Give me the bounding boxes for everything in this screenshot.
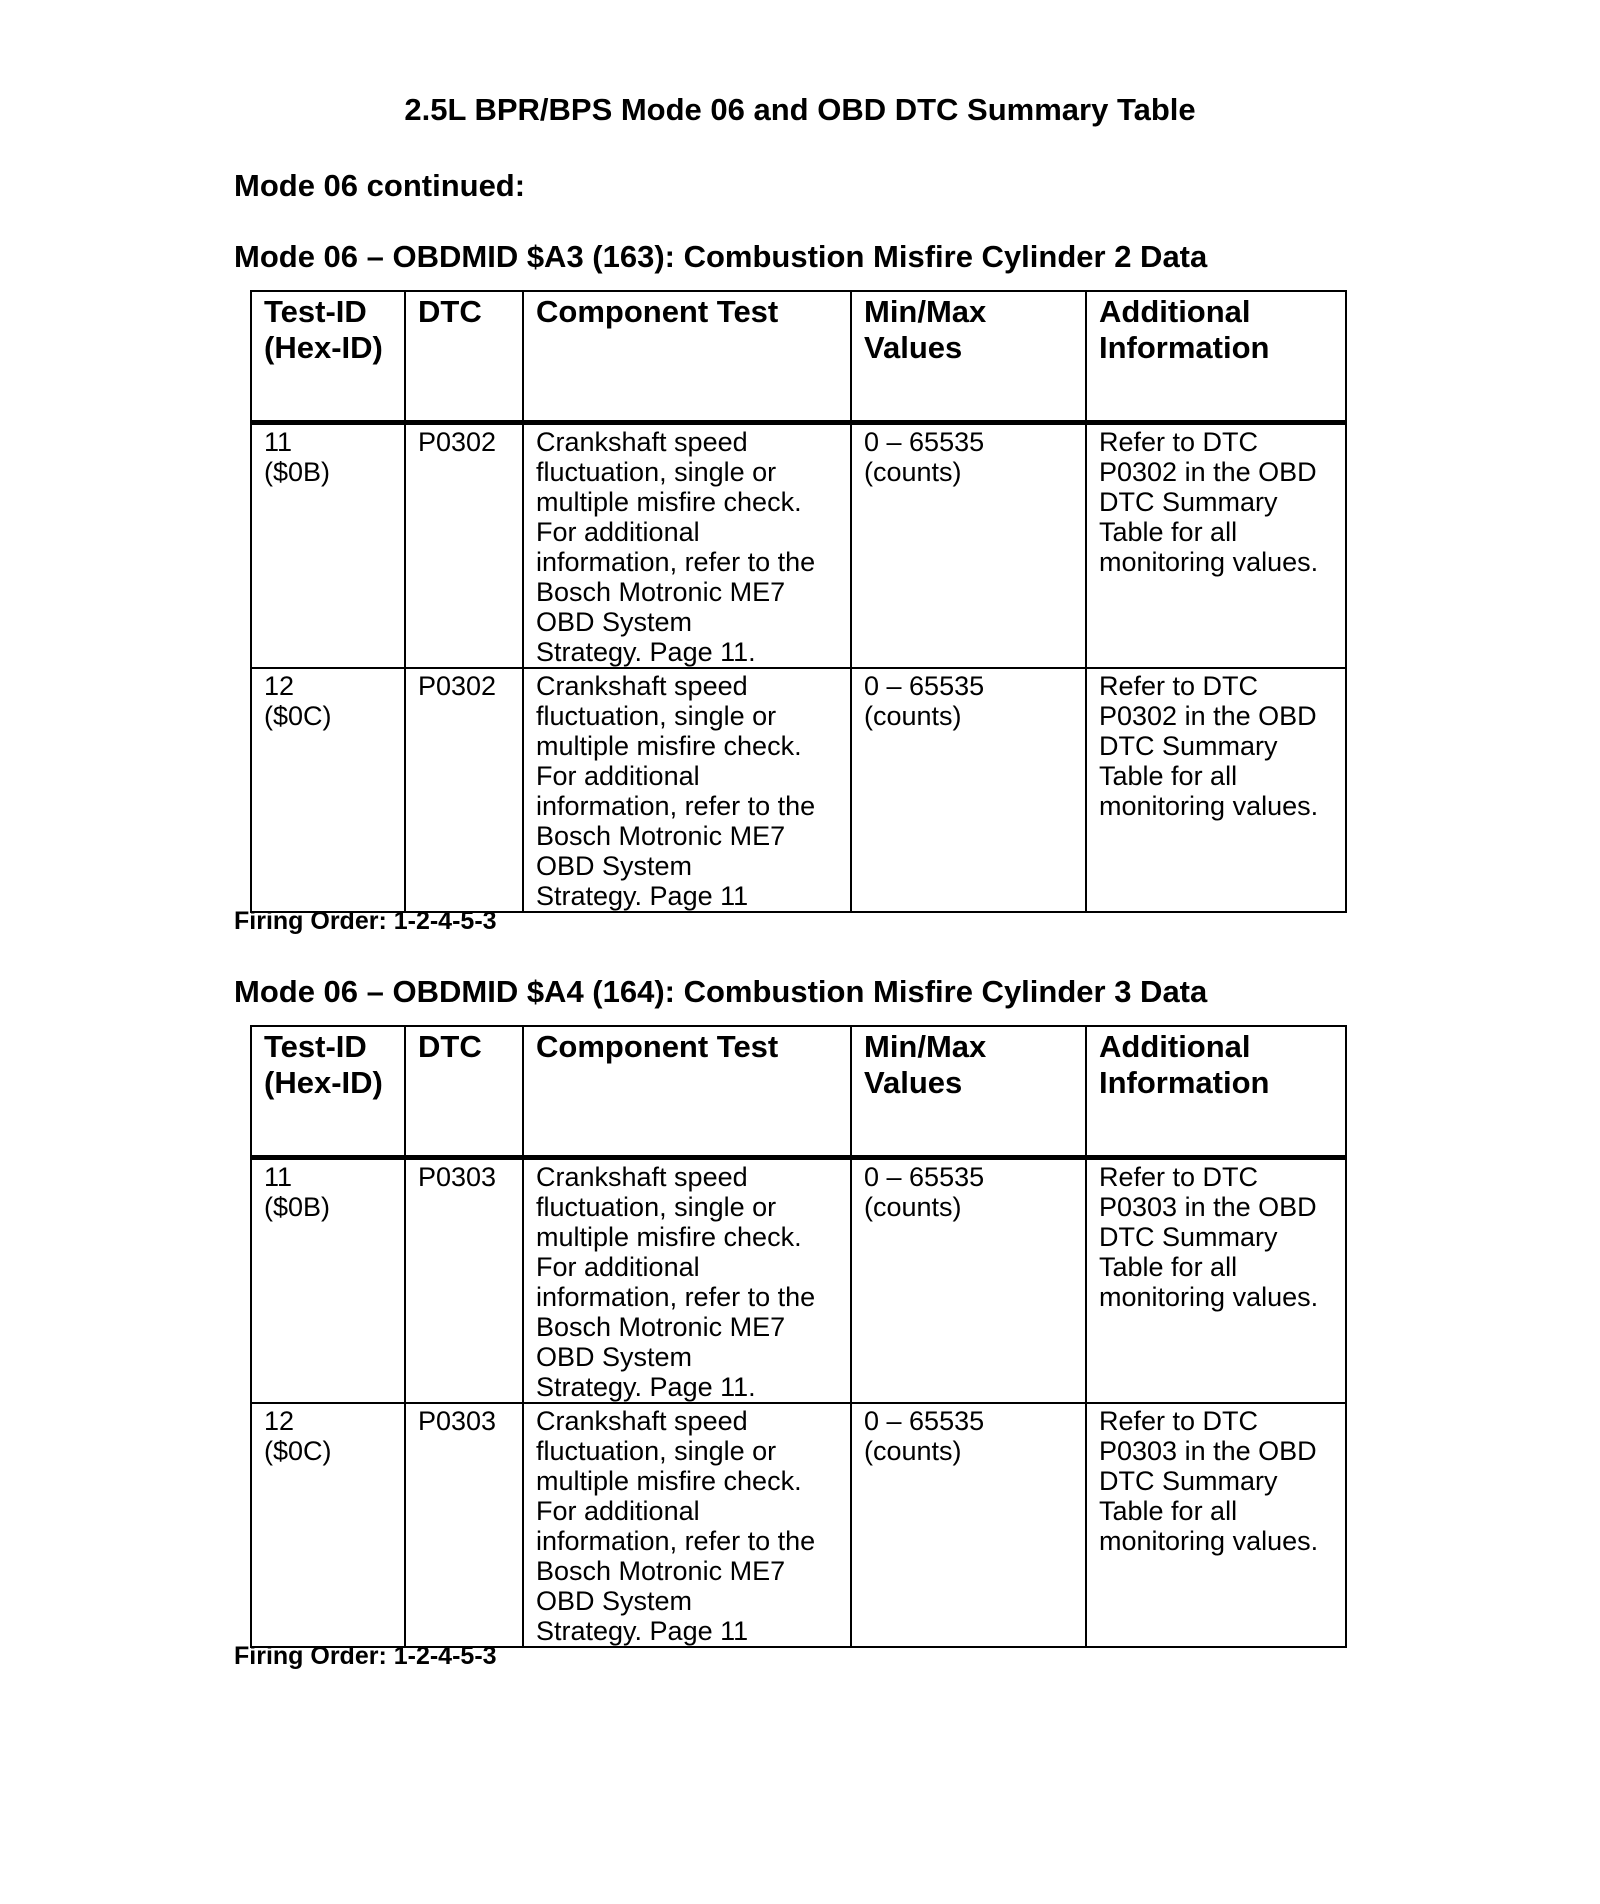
section-subtitle: Mode 06 continued:: [234, 168, 526, 203]
cell-dtc: P0303: [405, 1403, 523, 1647]
cell-min-max-values: 0 – 65535 (counts): [851, 423, 1086, 669]
header-min-max-values: Min/Max Values: [851, 291, 1086, 423]
cell-min-max-values: 0 – 65535 (counts): [851, 1158, 1086, 1404]
table-header-row: [251, 1026, 1346, 1158]
cell-dtc: P0302: [405, 423, 523, 669]
cell-min-max-values: 0 – 65535 (counts): [851, 1403, 1086, 1647]
cell-component-test: Crankshaft speed fluctuation, single or multiple misfire check. For additional information, refer to the Bosch Motronic ME7 OBD System Strategy. Page 11.: [523, 423, 851, 669]
mode06-table-cylinder-2: [250, 290, 1347, 913]
cell-dtc: P0303: [405, 1158, 523, 1404]
header-component-test: Component Test: [523, 291, 851, 423]
header-dtc: DTC: [405, 1026, 523, 1158]
table-row: [251, 668, 1346, 912]
cell-test-id: 11 ($0B): [251, 423, 405, 669]
cell-additional-information: Refer to DTC P0303 in the OBD DTC Summary Table for all monitoring values.: [1086, 1403, 1346, 1647]
header-min-max-values: Min/Max Values: [851, 1026, 1086, 1158]
table-caption: Mode 06 – OBDMID $A3 (163): Combustion Misfire Cylinder 2 Data: [234, 239, 1208, 274]
cell-component-test: Crankshaft speed fluctuation, single or multiple misfire check. For additional information, refer to the Bosch Motronic ME7 OBD System Strategy. Page 11: [523, 668, 851, 912]
table-header-row: [251, 291, 1346, 423]
cell-test-id: 12 ($0C): [251, 668, 405, 912]
firing-order-note: Firing Order: 1-2-4-5-3: [234, 1642, 497, 1670]
table-row: [251, 1158, 1346, 1404]
header-additional-information: Additional Information: [1086, 1026, 1346, 1158]
header-test-id: Test-ID (Hex-ID): [251, 1026, 405, 1158]
header-test-id: Test-ID (Hex-ID): [251, 291, 405, 423]
cell-component-test: Crankshaft speed fluctuation, single or multiple misfire check. For additional information, refer to the Bosch Motronic ME7 OBD System Strategy. Page 11.: [523, 1158, 851, 1404]
cell-additional-information: Refer to DTC P0302 in the OBD DTC Summary Table for all monitoring values.: [1086, 423, 1346, 669]
cell-component-test: Crankshaft speed fluctuation, single or multiple misfire check. For additional information, refer to the Bosch Motronic ME7 OBD System Strategy. Page 11: [523, 1403, 851, 1647]
table-row: [251, 1403, 1346, 1647]
cell-test-id: 12 ($0C): [251, 1403, 405, 1647]
header-component-test: Component Test: [523, 1026, 851, 1158]
document-title: 2.5L BPR/BPS Mode 06 and OBD DTC Summary Table: [404, 92, 1196, 127]
cell-test-id: 11 ($0B): [251, 1158, 405, 1404]
table-caption: Mode 06 – OBDMID $A4 (164): Combustion Misfire Cylinder 3 Data: [234, 974, 1208, 1009]
cell-additional-information: Refer to DTC P0302 in the OBD DTC Summary Table for all monitoring values.: [1086, 668, 1346, 912]
firing-order-note: Firing Order: 1-2-4-5-3: [234, 907, 497, 935]
cell-min-max-values: 0 – 65535 (counts): [851, 668, 1086, 912]
header-dtc: DTC: [405, 291, 523, 423]
table-row: [251, 423, 1346, 669]
cell-additional-information: Refer to DTC P0303 in the OBD DTC Summary Table for all monitoring values.: [1086, 1158, 1346, 1404]
mode06-table-cylinder-3: [250, 1025, 1347, 1648]
header-additional-information: Additional Information: [1086, 291, 1346, 423]
cell-dtc: P0302: [405, 668, 523, 912]
